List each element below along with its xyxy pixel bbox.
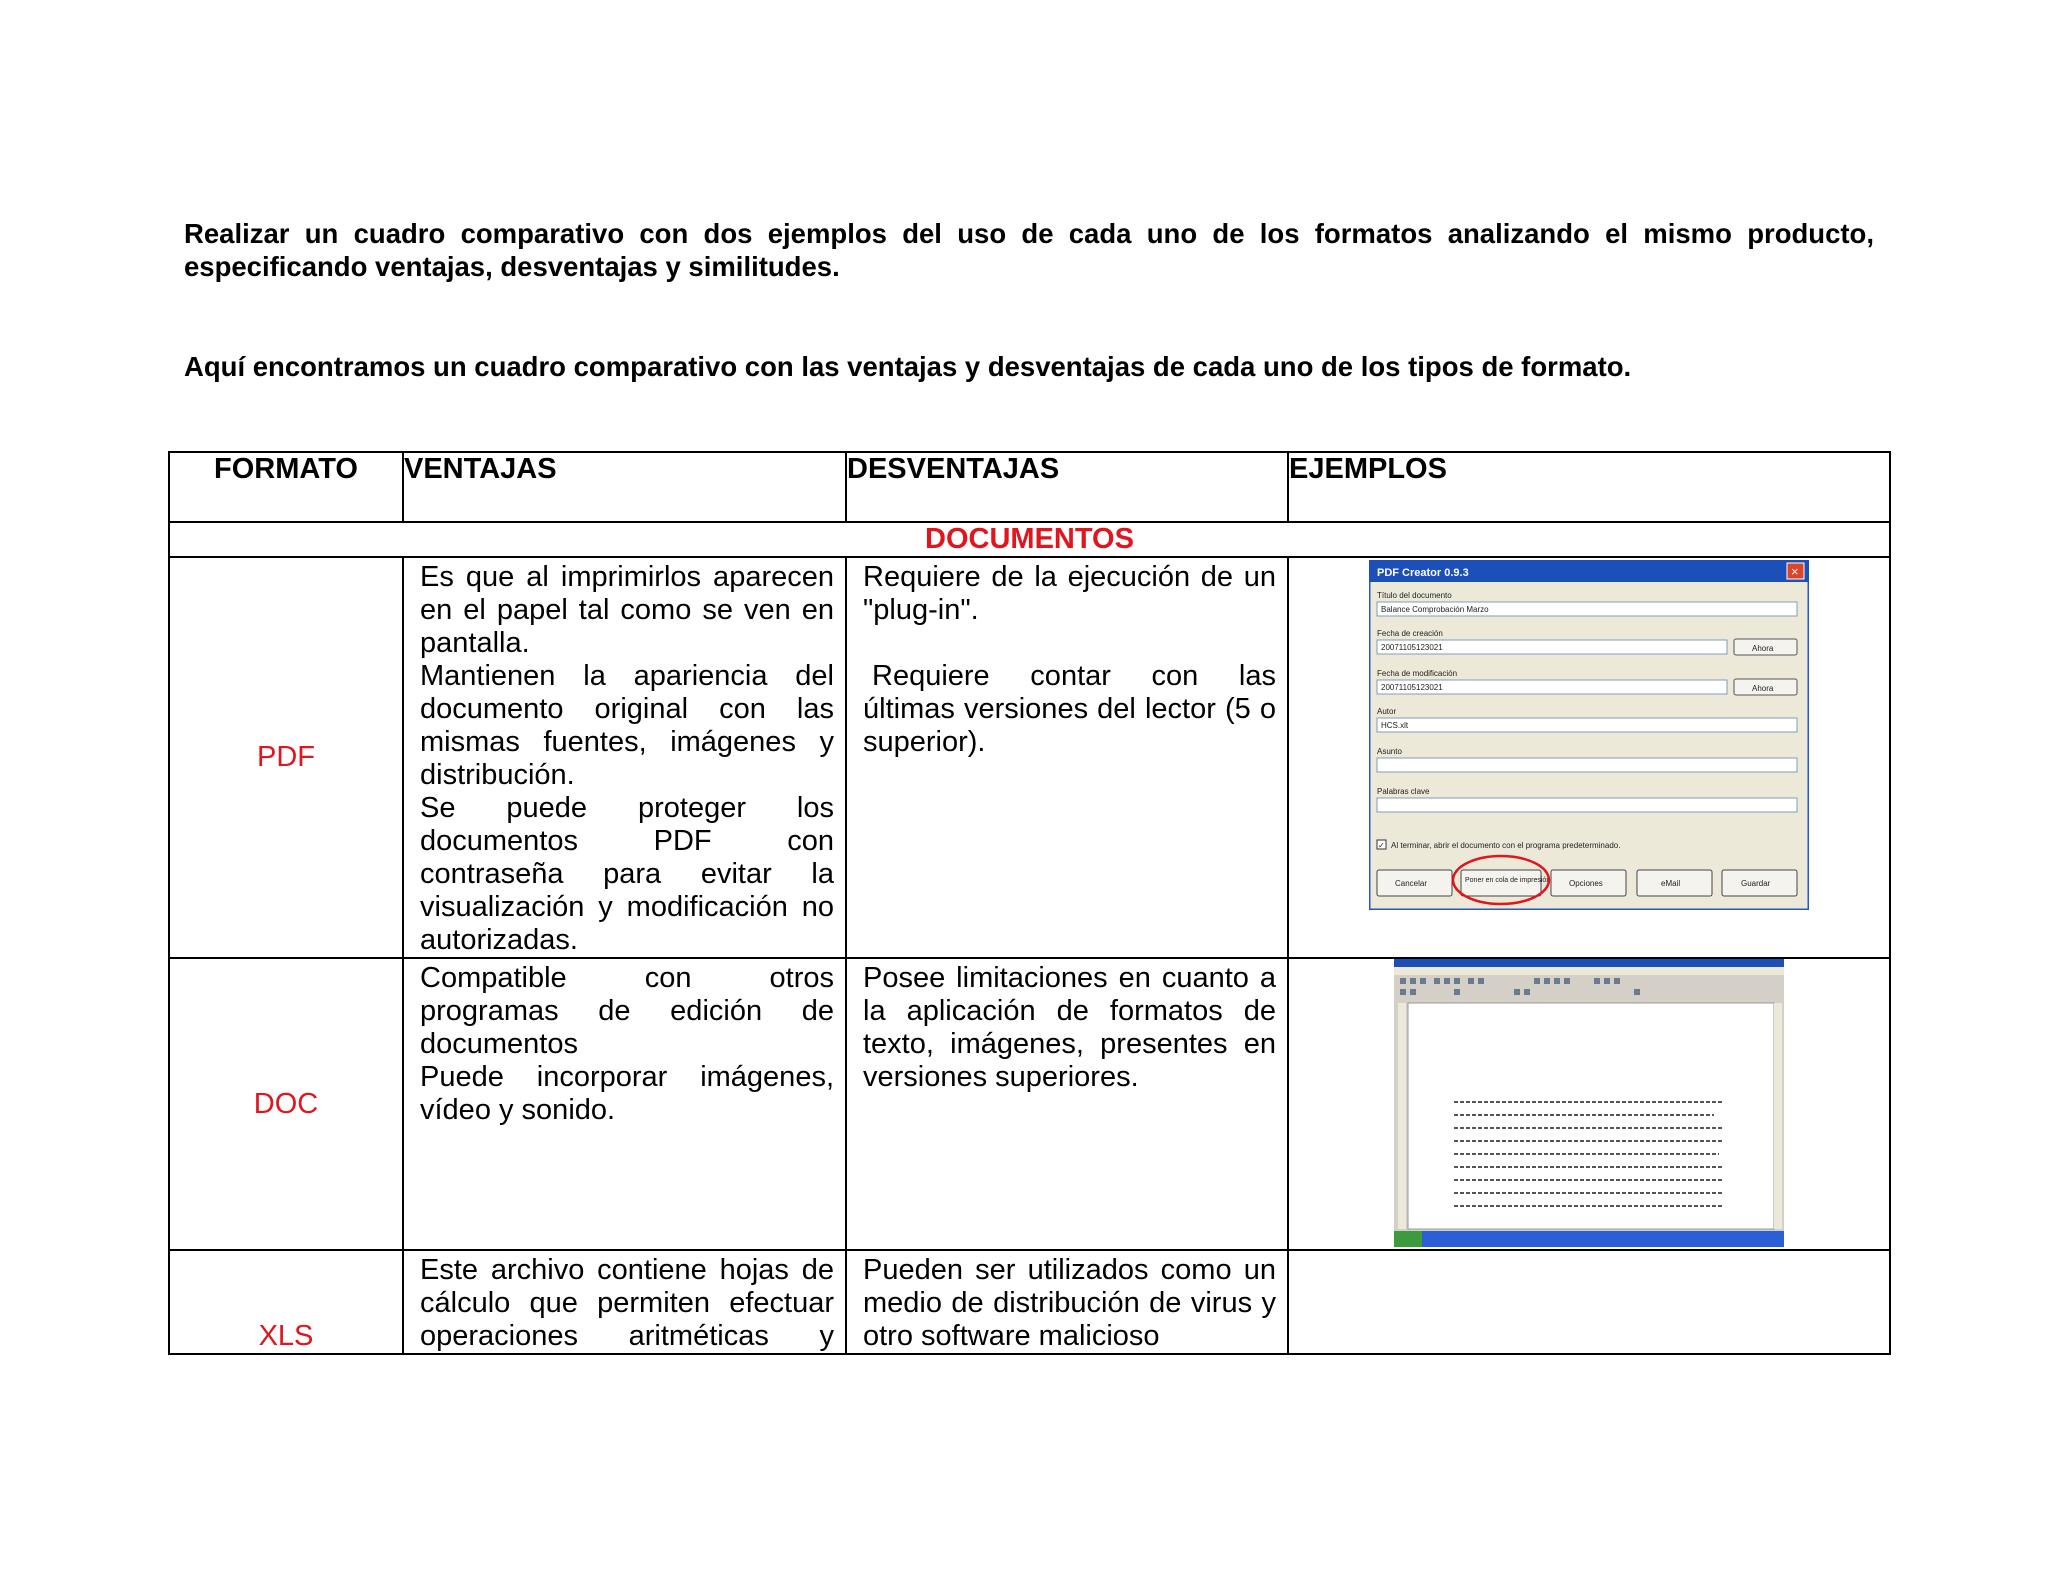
desventajas-doc [846, 958, 1288, 1250]
desventaja-text: Requiere de la ejecución de un "plug-in". [863, 561, 1276, 626]
ejemplo-pdf [1288, 557, 1890, 958]
desventajas-pdf [846, 557, 1288, 958]
ventajas-doc [403, 958, 846, 1250]
instruction-paragraph: Realizar un cuadro comparativo con dos ejemplos del uso de cada uno de los formatos analizando el mismo producto, especificando ventajas, desventajas y similitudes. [184, 218, 1874, 282]
close-icon: × [1791, 564, 1799, 579]
header-ejemplos: EJEMPLOS [1288, 452, 1890, 522]
header-formato: FORMATO [169, 452, 403, 522]
desventaja-text: Requiere contar con las últimas versiones del lector (5 o superior). [863, 660, 1276, 758]
header-desventajas: DESVENTAJAS [846, 452, 1288, 522]
dialog-button: Guardar [1741, 879, 1771, 888]
table-row-pdf [169, 557, 1890, 958]
field-value: HCS.xlt [1381, 721, 1409, 730]
header-ventajas: VENTAJAS [403, 452, 846, 522]
field-label: Asunto [1377, 747, 1402, 756]
now-button: Ahora [1752, 684, 1774, 693]
desventaja-text: Pueden ser utilizados como un medio de distribución de virus y otro software malicioso [863, 1254, 1276, 1352]
pdfcreator-screenshot [1369, 560, 1809, 910]
ventaja-text: Mantienen la apariencia del documento original con las mismas fuentes, imágenes y distribución. [420, 660, 834, 791]
word-screenshot [1394, 959, 1784, 1247]
dialog-button: Poner en cola de impresión [1465, 877, 1551, 884]
ventajas-pdf [403, 557, 846, 958]
format-pdf: PDF [169, 557, 403, 958]
format-doc: DOC [169, 958, 403, 1250]
desventaja-text: Posee limitaciones en cuanto a la aplicación de formatos de texto, imágenes, presentes en versiones superiores. [863, 962, 1276, 1093]
ventaja-text: Se puede proteger los documentos PDF con contraseña para evitar la visualización y modificación no autorizadas. [420, 792, 834, 956]
desventajas-xls [846, 1250, 1288, 1354]
field-label: Palabras clave [1377, 787, 1430, 796]
dialog-title: PDF Creator 0.9.3 [1377, 567, 1469, 579]
field-value: 20071105123021 [1381, 643, 1443, 652]
field-label: Título del documento [1377, 591, 1452, 600]
table-row-doc [169, 958, 1890, 1250]
field-label: Fecha de modificación [1377, 669, 1458, 678]
ventaja-text: Puede incorporar imágenes, vídeo y sonido. [420, 1061, 834, 1126]
ventaja-text: Este archivo contiene hojas de cálculo que permiten efectuar operaciones aritméticas y [420, 1254, 834, 1352]
comparison-table [168, 451, 1891, 1355]
checkbox-label: Al terminar, abrir el documento con el programa predeterminado. [1391, 841, 1621, 850]
header-row [169, 452, 1890, 522]
dialog-button: eMail [1661, 879, 1681, 888]
field-value: 20071105123021 [1381, 683, 1443, 692]
ejemplo-doc [1288, 958, 1890, 1250]
ejemplo-xls [1288, 1250, 1890, 1354]
field-value: Balance Comprobación Marzo [1381, 605, 1489, 614]
format-xls: XLS [169, 1250, 403, 1354]
field-label: Fecha de creación [1377, 629, 1443, 638]
ventaja-text: Es que al imprimirlos aparecen en el papel tal como se ven en pantalla. [420, 561, 834, 659]
field-label: Autor [1377, 707, 1397, 716]
check-icon: ✓ [1378, 841, 1385, 850]
section-row [169, 522, 1890, 557]
intro-paragraph: Aquí encontramos un cuadro comparativo con las ventajas y desventajas de cada uno de los tipos de formato. [184, 351, 1632, 382]
table-row-xls [169, 1250, 1890, 1354]
dialog-button: Cancelar [1395, 879, 1428, 888]
section-title: DOCUMENTOS [169, 522, 1890, 557]
ventaja-text: Compatible con otros programas de edición de documentos [420, 962, 834, 1060]
dialog-button: Opciones [1569, 879, 1603, 888]
ventajas-xls [403, 1250, 846, 1354]
now-button: Ahora [1752, 644, 1774, 653]
